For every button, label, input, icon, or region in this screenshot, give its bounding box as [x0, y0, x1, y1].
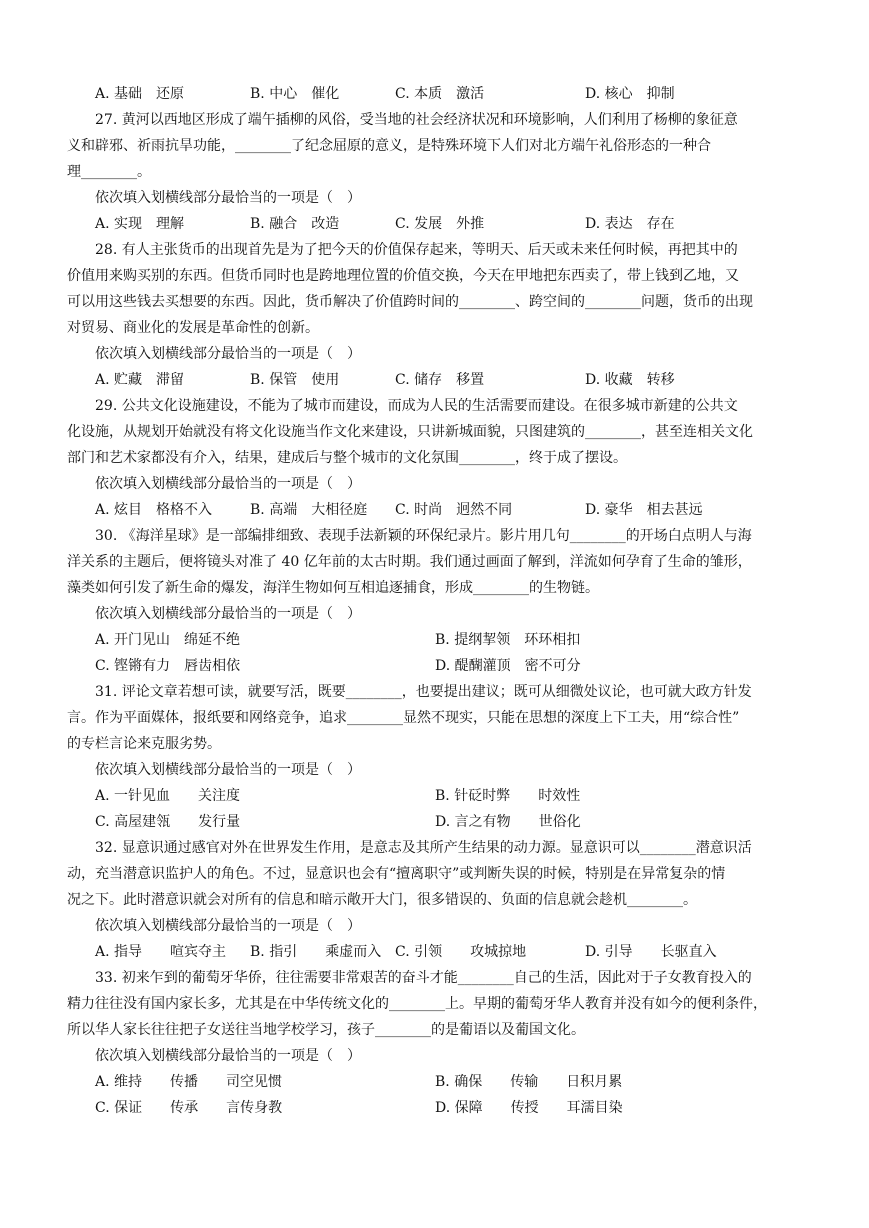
answer-option: B. 确保 传输 日积月累 — [435, 1074, 623, 1090]
answer-option: D. 收藏 转移 — [585, 372, 675, 388]
paragraph-line: 理________。 — [67, 164, 151, 180]
answer-option: B. 提纲挈领 环环相扣 — [435, 632, 581, 648]
answer-option: A. 贮藏 滞留 — [95, 372, 185, 388]
answer-option: D. 核心 抑制 — [585, 86, 675, 102]
answer-option: A. 开门见山 绵延不绝 — [95, 632, 241, 648]
answer-option: C. 保证 传承 言传身教 — [95, 1100, 283, 1116]
paragraph-line: 藻类如何引发了新生命的爆发，海洋生物如何互相追逐捕食，形成________的生物链。 — [67, 580, 599, 596]
answer-option: A. 维持 传播 司空见惯 — [95, 1074, 283, 1090]
paragraph-line: 依次填入划横线部分最恰当的一项是（ ） — [95, 346, 361, 362]
answer-option: D. 表达 存在 — [585, 216, 675, 232]
paragraph-line: 依次填入划横线部分最恰当的一项是（ ） — [95, 918, 361, 934]
paragraph-line: 部门和艺术家都没有介入，结果，建成后与整个城市的文化氛围________，终于成了摆设。 — [67, 450, 627, 466]
paragraph-line: 28. 有人主张货币的出现首先是为了把今天的价值保存起来，等明天、后天或未来任何时候，再把其中的 — [95, 242, 738, 258]
paragraph-line: 31. 评论文章若想可读，就要写活，既要________，也要提出建议；既可从细微处议论，也可就大政方针发 — [95, 684, 752, 700]
answer-option: B. 高端 大相径庭 — [250, 502, 368, 518]
paragraph-line: 况之下。此时潜意识就会对所有的信息和暗示敞开大门，很多错误的、负面的信息就会趁机________。 — [67, 892, 697, 908]
paragraph-line: 对贸易、商业化的发展是革命性的创新。 — [67, 320, 319, 336]
answer-option: A. 炫目 格格不入 — [95, 502, 213, 518]
paragraph-line: 29. 公共文化设施建设，不能为了城市而建设，而成为人民的生活需要而建设。在很多城市新建的公共文 — [95, 398, 738, 414]
answer-option: C. 储存 移置 — [395, 372, 485, 388]
paragraph-line: 27. 黄河以西地区形成了端午插柳的风俗，受当地的社会经济状况和环境影响，人们利用了杨柳的象征意 — [95, 112, 738, 128]
answer-option: B. 指引 乘虚而入 — [250, 944, 382, 960]
answer-option: C. 发展 外推 — [395, 216, 485, 232]
paragraph-line: 依次填入划横线部分最恰当的一项是（ ） — [95, 606, 361, 622]
paragraph-line: 依次填入划横线部分最恰当的一项是（ ） — [95, 190, 361, 206]
answer-option: B. 保管 使用 — [250, 372, 340, 388]
answer-option: C. 时尚 迥然不同 — [395, 502, 513, 518]
paragraph-line: 所以华人家长往往把子女送往当地学校学习，孩子________的是葡语以及葡国文化。 — [67, 1022, 585, 1038]
paragraph-line: 可以用这些钱去买想要的东西。因此，货币解决了价值跨时间的________、跨空间的________问题，货币的出现 — [67, 294, 753, 310]
answer-option: D. 保障 传授 耳濡目染 — [435, 1100, 623, 1116]
answer-option: B. 融合 改造 — [250, 216, 340, 232]
answer-option: A. 实现 理解 — [95, 216, 185, 232]
answer-option: C. 引领 攻城掠地 — [395, 944, 527, 960]
paragraph-line: 依次填入划横线部分最恰当的一项是（ ） — [95, 476, 361, 492]
answer-option: D. 言之有物 世俗化 — [435, 814, 581, 830]
paragraph-line: 33. 初来乍到的葡萄牙华侨，往往需要非常艰苦的奋斗才能________自己的生活，因此对于子女教育投入的 — [95, 970, 752, 986]
paragraph-line: 30. 《海洋星球》是一部编排细致、表现手法新颖的环保纪录片。影片用几句________的开场白点明人与海 — [95, 528, 752, 544]
paragraph-line: 32. 显意识通过感官对外在世界发生作用，是意志及其所产生结果的动力源。显意识可以________潜意识活 — [95, 840, 752, 856]
paragraph-line: 价值用来购买别的东西。但货币同时也是跨地理位置的价值交换，今天在甲地把东西卖了，带上钱到乙地，又 — [67, 268, 739, 284]
paragraph-line: 化设施，从规划开始就没有将文化设施当作文化来建设，只讲新城面貌，只图建筑的________，甚至连相关文化 — [67, 424, 753, 440]
answer-option: B. 针砭时弊 时效性 — [435, 788, 581, 804]
answer-option: D. 豪华 相去甚远 — [585, 502, 703, 518]
paragraph-line: 动，充当潜意识监护人的角色。不过，显意识也会有“擅离职守”或判断失误的时候，特别是在异常复杂的情 — [67, 866, 726, 882]
answer-option: D. 引导 长驱直入 — [585, 944, 717, 960]
answer-option: A. 指导 喧宾夺主 — [95, 944, 227, 960]
answer-option: A. 一针见血 关注度 — [95, 788, 241, 804]
answer-option: C. 铿锵有力 唇齿相依 — [95, 658, 241, 674]
paragraph-line: 依次填入划横线部分最恰当的一项是（ ） — [95, 1048, 361, 1064]
paragraph-line: 依次填入划横线部分最恰当的一项是（ ） — [95, 762, 361, 778]
paragraph-line: 洋关系的主题后，便将镜头对准了 40 亿年前的太古时期。我们通过画面了解到，洋流如何孕育了生命的雏形， — [67, 554, 752, 570]
paragraph-line: 精力往往没有国内家长多，尤其是在中华传统文化的________上。早期的葡萄牙华人教育并没有如今的便利条件， — [67, 996, 767, 1012]
answer-option: C. 高屋建瓴 发行量 — [95, 814, 241, 830]
answer-option: D. 醍醐灌顶 密不可分 — [435, 658, 581, 674]
answer-option: C. 本质 激活 — [395, 86, 485, 102]
answer-option: B. 中心 催化 — [250, 86, 340, 102]
paragraph-line: 的专栏言论来克服劣势。 — [67, 736, 221, 752]
paragraph-line: 义和辟邪、祈雨抗旱功能，________了纪念屈原的意义，是特殊环境下人们对北方端午礼俗形态的一种合 — [67, 138, 711, 154]
paragraph-line: 言。作为平面媒体，报纸要和网络竞争，追求________显然不现实，只能在思想的深度上下工夫，用“综合性” — [67, 710, 740, 726]
answer-option: A. 基础 还原 — [95, 86, 185, 102]
